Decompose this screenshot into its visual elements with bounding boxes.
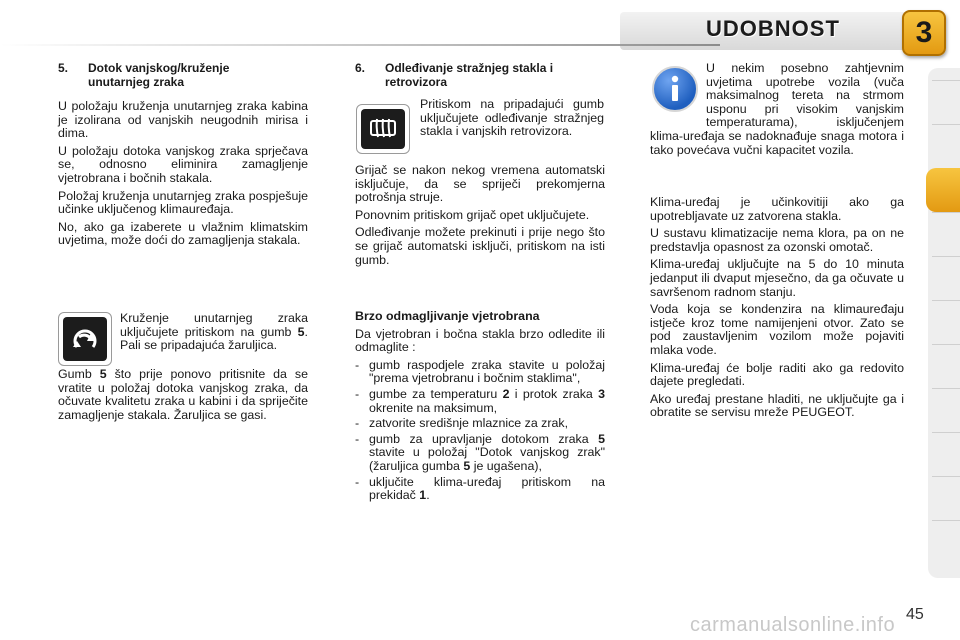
- chapter-tab[interactable]: [932, 520, 960, 565]
- paragraph: Klima-uređaj će bolje raditi ako ga redovito dajete pregledati.: [650, 360, 904, 389]
- section-5-body: [58, 100, 308, 252]
- recirculation-button-illustration: [58, 312, 112, 366]
- paragraph: Klima-uređaj je učinkovitiji ako ga upotrebljavate uz zatvorena stakla.: [650, 195, 904, 223]
- paragraph: U sustavu klimatizacije nema klora, pa on ne predstavlja opasnost za ozonski omotač.: [650, 226, 904, 254]
- recirculation-note: Gumb 5 što prije ponovo pritisnite da se vratite u položaj dotoka vanjskog zraka, da očuvate kvalitetu zraka u kabini i da spriječite zamagljenje stakala. Žaruljica se gasi.: [58, 367, 309, 422]
- list-item: - gumb za upravljanje dotokom zraka 5 stavite u položaj "Dotok vanjskog zrak" (žaruljica gumba 5 je ugašena),: [355, 431, 605, 473]
- section-6-body: [355, 164, 605, 271]
- chapter-tab[interactable]: [932, 300, 960, 345]
- chapter-tab[interactable]: [932, 432, 960, 477]
- chapter-tab[interactable]: [932, 344, 960, 389]
- watermark: carmanualsonline.info: [690, 614, 896, 636]
- chapter-number-badge: 3: [902, 10, 946, 56]
- chapter-tab-active[interactable]: [926, 168, 960, 212]
- recirculation-icon: [63, 317, 107, 361]
- chapter-tab[interactable]: [932, 124, 960, 169]
- chapter-title: UDOBNOST: [706, 16, 840, 41]
- section-6-heading: [355, 62, 615, 92]
- list-item: - gumbe za temperaturu 2 i protok zraka 3 okrenite na maksimum,: [355, 386, 606, 415]
- section-6-number: 6.: [355, 61, 366, 75]
- page-number: 45: [906, 606, 924, 623]
- paragraph: Položaj kruženja unutarnjeg zraka pospješuje učinke uključenog klimauređaja.: [58, 188, 308, 217]
- paragraph: Voda koja se kondenzira na klimauređaju istječe kroz tome namijenjeni otvor. Zato se pod zaustavljenim vozilom može pojaviti mlaka vode.: [650, 302, 904, 357]
- rear-defrost-button-illustration: [356, 104, 410, 154]
- chapter-tab[interactable]: [932, 80, 960, 125]
- paragraph: U položaju dotoka vanjskog zraka sprječava se, odnosno eliminira zamagljenje vjetrobrana i bočnih stakala.: [58, 143, 308, 185]
- chapter-tab[interactable]: [932, 256, 960, 301]
- chapter-tab[interactable]: [932, 388, 960, 433]
- paragraph: U položaju kruženja unutarnjeg zraka kabina je izolirana od vanjskih neugodnih mirisa i dima.: [58, 99, 308, 141]
- paragraph: Odleđivanje možete prekinuti i prije nego što se grijač automatski isključi, pritiskom na isti gumb.: [355, 225, 605, 267]
- section-6-title: Odleđivanje stražnjeg stakla i retrovizora: [385, 61, 554, 89]
- info-note: U nekim posebno zahtjevnim uvjetima upotrebe vozila (vuča maksimalnog tereta na strmom usponu pri visokim vanjskim temperaturama), isključenjem klima-uređaja se nadoknađuje snaga motora i tako povećava vučni kapacitet vozila.: [650, 61, 904, 157]
- paragraph: Ponovnim pritiskom grijač opet uključujete.: [355, 207, 590, 222]
- section-5-title: Dotok vanjskog/kruženje unutarnjeg zraka: [88, 61, 230, 89]
- chapter-tab[interactable]: [932, 212, 960, 257]
- quick-defog-heading: Brzo odmagljivanje vjetrobrana: [355, 309, 540, 323]
- header-rule: [0, 44, 720, 46]
- section-5-heading: [58, 62, 318, 92]
- list-item: - zatvorite središnje mlaznice za zrak,: [355, 416, 569, 431]
- climate-tips: [650, 196, 904, 424]
- paragraph: Grijač se nakon nekog vremena automatski isključuje, da se spriječi prekomjerna potrošnja struje.: [355, 163, 605, 205]
- paragraph: Ako uređaj prestane hladiti, ne uključujte ga i obratite se servisu mreže PEUGEOT.: [650, 391, 904, 420]
- paragraph: Klima-uređaj uključujte na 5 do 10 minuta jedanput ili dvaput mjesečno, da ga očuvate u savršenom radnom stanju.: [650, 257, 904, 299]
- list-item: - uključite klima-uređaj pritiskom na prekidač 1.: [355, 474, 605, 503]
- paragraph: No, ako ga izaberete u vlažnim klimatskim uvjetima, može doći do zamagljenja stakala.: [58, 219, 308, 248]
- quick-defog-section: [355, 310, 605, 505]
- rear-defrost-description: Pritiskom na pripadajući gumb uključujete odleđivanje stražnjeg stakla i vanjskih retrovizora.: [420, 97, 604, 139]
- list-item: - gumb raspodjele zraka stavite u položaj "prema vjetrobranu i bočnim staklima",: [355, 357, 605, 386]
- quick-defog-intro: Da vjetrobran i bočna stakla brzo odledite ili odmaglite :: [355, 326, 605, 355]
- section-5-number: 5.: [58, 61, 69, 75]
- chapter-tab[interactable]: [932, 476, 960, 521]
- rear-window-defrost-icon: [361, 109, 405, 149]
- recirculation-description: Kruženje unutarnjeg zraka uključujete pritiskom na gumb 5. Pali se pripadajuća žaruljica.: [120, 311, 308, 353]
